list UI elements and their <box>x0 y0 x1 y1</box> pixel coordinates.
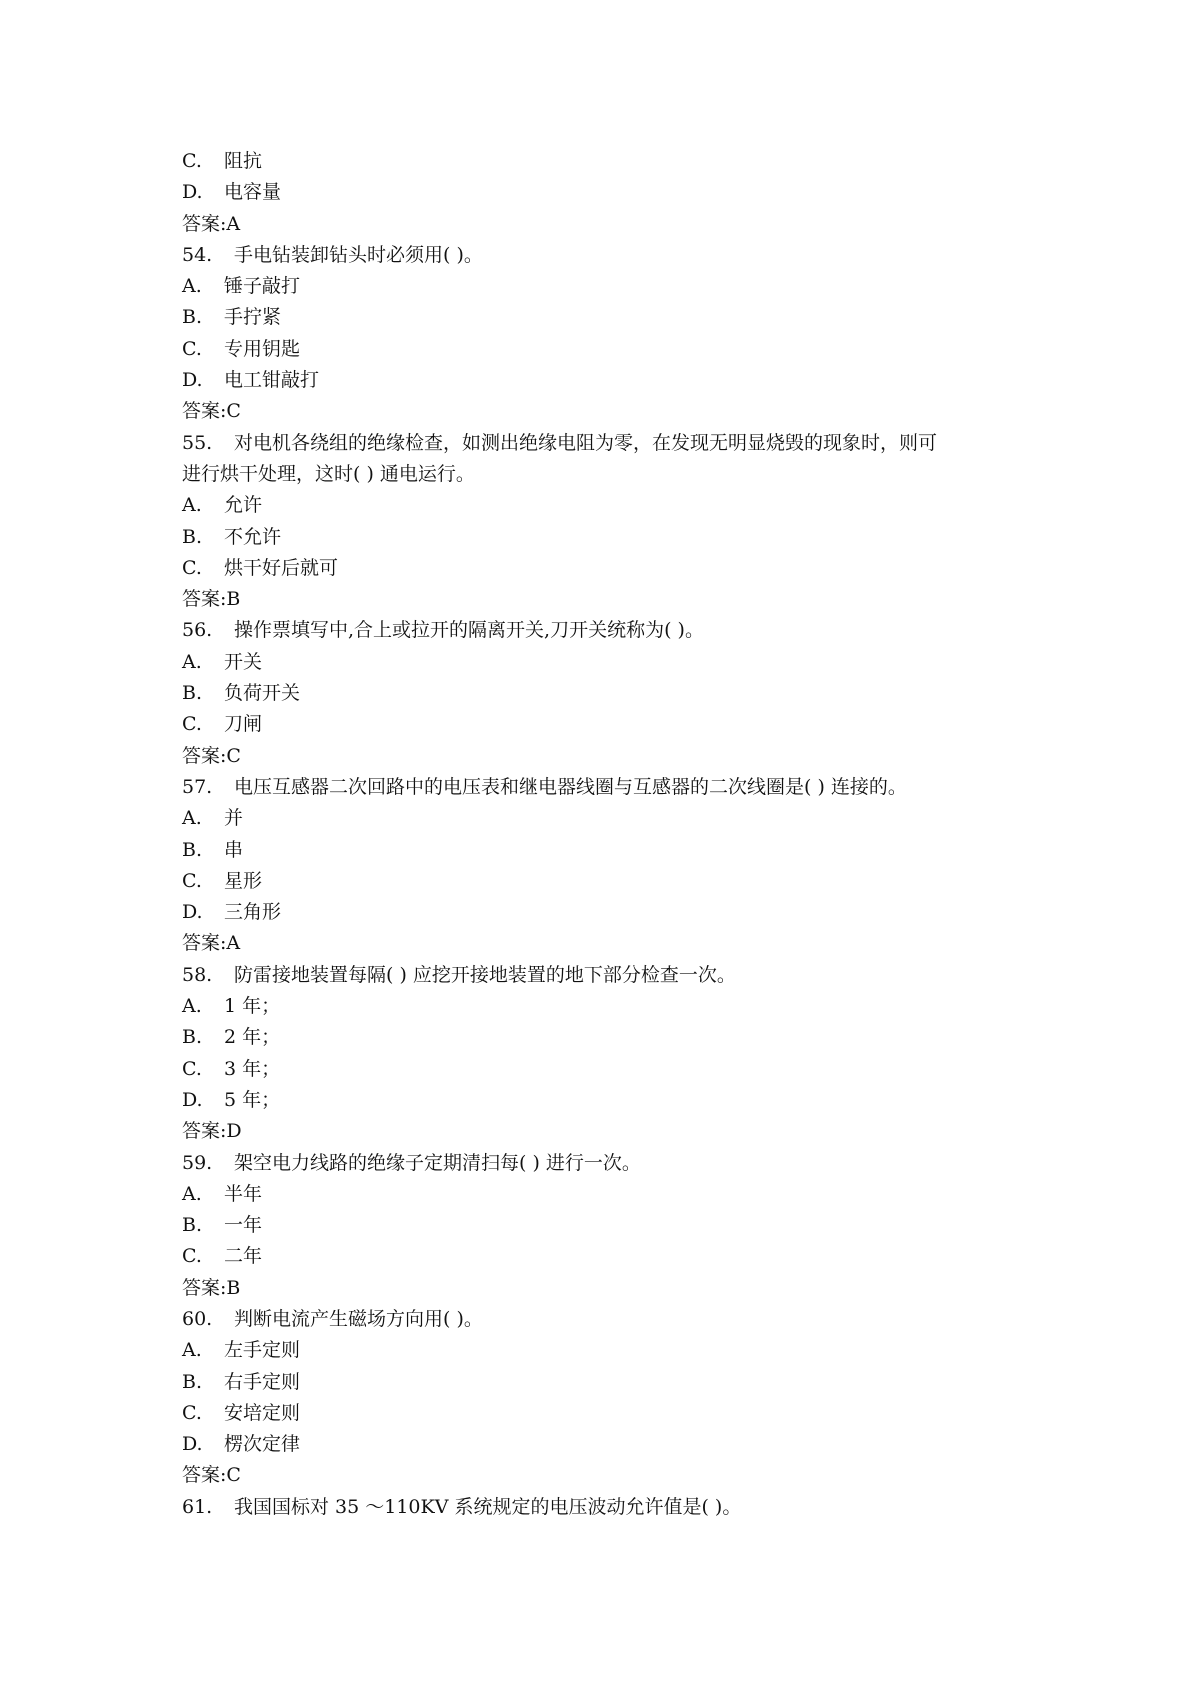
question-number: 61. <box>182 1495 213 1518</box>
option-d <box>182 177 1042 208</box>
question-number: 60. <box>182 1307 213 1330</box>
option-text: 1 年； <box>224 995 281 1018</box>
option-text: 刀闸 <box>224 713 263 736</box>
answer-value: C <box>226 744 241 767</box>
option-text: 电工钳敲打 <box>224 369 320 392</box>
answer-value: A <box>226 212 241 235</box>
option-text: 三角形 <box>224 901 282 924</box>
option-letter: A. <box>182 1182 202 1205</box>
option-a <box>182 1335 1042 1366</box>
option-d <box>182 365 1042 396</box>
option-b <box>182 302 1042 333</box>
option-a <box>182 271 1042 302</box>
option-letter: D. <box>182 181 203 204</box>
option-letter: A. <box>182 1339 202 1362</box>
option-text: 开关 <box>224 650 263 673</box>
question-55-continuation <box>182 459 1042 490</box>
option-c <box>182 709 1042 740</box>
question-60 <box>182 1304 1042 1335</box>
option-text: 二年 <box>224 1245 263 1268</box>
option-letter: C. <box>182 1401 202 1424</box>
question-text: 我国国标对 35 ～110KV 系统规定的电压波动允许值是( )。 <box>234 1495 742 1518</box>
question-text: 防雷接地装置每隔( ) 应挖开接地装置的地下部分检查一次。 <box>234 963 736 986</box>
answer-value: B <box>226 1276 241 1299</box>
answer-value: D <box>226 1120 242 1143</box>
answer-label: 答案: <box>182 1464 227 1487</box>
answer-line <box>182 1460 1042 1491</box>
question-number: 57. <box>182 775 213 798</box>
option-b <box>182 835 1042 866</box>
option-c <box>182 1054 1042 1085</box>
answer-line <box>182 928 1042 959</box>
option-text: 2 年； <box>224 1026 281 1049</box>
option-letter: A. <box>182 995 202 1018</box>
option-text: 半年 <box>224 1182 263 1205</box>
option-b <box>182 522 1042 553</box>
option-letter: A. <box>182 494 202 517</box>
option-letter: A. <box>182 275 202 298</box>
option-text: 烘干好后就可 <box>224 556 339 579</box>
answer-value: B <box>226 588 241 611</box>
option-c <box>182 553 1042 584</box>
option-a <box>182 490 1042 521</box>
option-text: 电容量 <box>224 181 282 204</box>
option-letter: B. <box>182 1214 203 1237</box>
option-text: 锤子敲打 <box>224 275 301 298</box>
question-57 <box>182 772 1042 803</box>
question-number: 58. <box>182 963 213 986</box>
question-61 <box>182 1492 1042 1523</box>
answer-label: 答案: <box>182 588 227 611</box>
answer-line <box>182 1273 1042 1304</box>
answer-line <box>182 1116 1042 1147</box>
option-letter: D. <box>182 369 203 392</box>
answer-line <box>182 584 1042 615</box>
question-58 <box>182 960 1042 991</box>
question-59 <box>182 1148 1042 1179</box>
option-d <box>182 1085 1042 1116</box>
answer-label: 答案: <box>182 744 227 767</box>
option-c <box>182 334 1042 365</box>
option-letter: C. <box>182 869 202 892</box>
option-text: 5 年； <box>224 1088 281 1111</box>
question-56 <box>182 615 1042 646</box>
question-text-line1: 对电机各绕组的绝缘检查，如测出绝缘电阻为零，在发现无明显烧毁的现象时，则可 <box>234 431 938 454</box>
option-text: 3 年； <box>224 1057 281 1080</box>
option-c <box>182 866 1042 897</box>
answer-value: C <box>226 400 241 423</box>
option-d <box>182 897 1042 928</box>
option-d <box>182 1429 1042 1460</box>
option-text: 并 <box>224 807 244 830</box>
question-number: 55. <box>182 431 213 454</box>
option-letter: C. <box>182 150 202 172</box>
option-a <box>182 1179 1042 1210</box>
option-letter: C. <box>182 1245 202 1268</box>
answer-label: 答案: <box>182 1276 227 1299</box>
answer-value: A <box>226 932 241 955</box>
option-text: 专用钥匙 <box>224 337 301 360</box>
question-number: 59. <box>182 1151 213 1174</box>
option-letter: B. <box>182 682 203 705</box>
option-letter: B. <box>182 1370 203 1393</box>
option-text: 手拧紧 <box>224 306 282 329</box>
question-text: 判断电流产生磁场方向用( )。 <box>234 1307 483 1330</box>
option-letter: C. <box>182 713 202 736</box>
option-letter: A. <box>182 807 202 830</box>
answer-line <box>182 209 1042 240</box>
option-letter: C. <box>182 1057 202 1080</box>
option-letter: B. <box>182 306 203 329</box>
question-list <box>182 146 1042 1523</box>
answer-line <box>182 741 1042 772</box>
option-letter: A. <box>182 650 202 673</box>
option-text: 左手定则 <box>224 1339 301 1362</box>
answer-label: 答案: <box>182 400 227 423</box>
option-text: 不允许 <box>224 525 282 548</box>
question-text: 操作票填写中,合上或拉开的隔离开关,刀开关统称为( )。 <box>234 619 704 642</box>
option-letter: D. <box>182 1433 203 1456</box>
option-text: 允许 <box>224 494 263 517</box>
option-letter: C. <box>182 556 202 579</box>
option-c <box>182 146 1042 177</box>
option-letter: B. <box>182 1026 203 1049</box>
question-text: 架空电力线路的绝缘子定期清扫每( ) 进行一次。 <box>234 1151 641 1174</box>
option-text: 一年 <box>224 1214 263 1237</box>
question-54 <box>182 240 1042 271</box>
option-a <box>182 991 1042 1022</box>
option-text: 负荷开关 <box>224 682 301 705</box>
option-c <box>182 1398 1042 1429</box>
question-text: 手电钻装卸钻头时必须用( )。 <box>234 243 483 266</box>
question-number: 56. <box>182 619 213 642</box>
option-b <box>182 1210 1042 1241</box>
option-letter: C. <box>182 337 202 360</box>
option-text: 星形 <box>224 869 263 892</box>
option-text: 右手定则 <box>224 1370 301 1393</box>
answer-label: 答案: <box>182 932 227 955</box>
answer-value: C <box>226 1464 241 1487</box>
option-letter: D. <box>182 901 203 924</box>
option-letter: D. <box>182 1088 203 1111</box>
option-c <box>182 1241 1042 1272</box>
answer-line <box>182 396 1042 427</box>
question-55 <box>182 428 1042 459</box>
question-text: 电压互感器二次回路中的电压表和继电器线圈与互感器的二次线圈是( ) 连接的。 <box>234 775 907 798</box>
answer-label: 答案: <box>182 212 227 235</box>
option-b <box>182 1367 1042 1398</box>
option-letter: B. <box>182 838 203 861</box>
option-letter: B. <box>182 525 203 548</box>
option-text: 楞次定律 <box>224 1433 301 1456</box>
option-b <box>182 678 1042 709</box>
option-text: 阻抗 <box>224 150 263 172</box>
option-b <box>182 1022 1042 1053</box>
question-number: 54. <box>182 243 213 266</box>
option-a <box>182 647 1042 678</box>
question-text-line2: 进行烘干处理，这时( ) 通电运行。 <box>182 462 475 485</box>
answer-label: 答案: <box>182 1120 227 1143</box>
option-text: 串 <box>224 838 244 861</box>
option-a <box>182 803 1042 834</box>
option-text: 安培定则 <box>224 1401 301 1424</box>
